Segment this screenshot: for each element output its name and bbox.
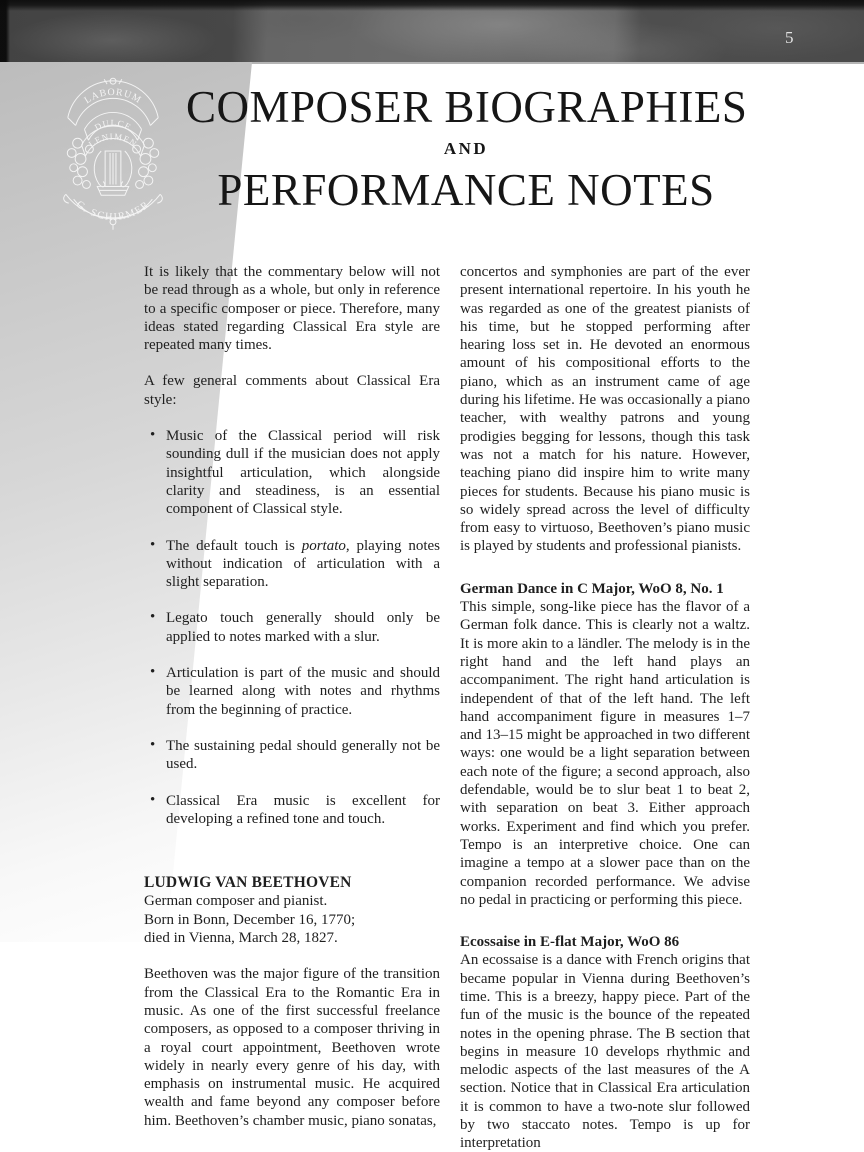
intro-paragraph: It is likely that the commentary below will not be read through as a whole, but only in reference to a specific composer or piece. Therefore, many ideas stated regarding Classical Era style are repeated many times. [144,264,440,354]
svg-text:DULCE [93,118,133,133]
bullet-icon: • [150,536,156,553]
title-line-1: COMPOSER BIOGRAPHIES [186,82,748,132]
logo-lyre [94,151,132,195]
logo-motto-dulce: DULCE [92,117,134,133]
column-right [460,263,750,1152]
logo-motto-lenimen: LENIMEN [86,131,140,150]
body-columns [144,263,750,1152]
list-item [144,427,440,518]
list-item [144,609,440,646]
composer-subtitle: German composer and pianist. [144,893,328,910]
bullet-icon: • [150,736,156,753]
list-item-text: Articulation is part of the music and should be learned along with notes and rhythms from the beginning of practice. [166,665,440,718]
list-item-text: Legato touch generally should only be applied to notes marked with a slur. [166,610,440,645]
list-item [144,537,440,592]
logo-name-text: G. SCHIRMER [73,198,153,224]
composer-death: died in Vienna, March 28, 1827. [144,930,338,947]
svg-text:LENIMEN [87,131,139,149]
piece-section [460,580,750,909]
list-item-text: The sustaining pedal should generally not be used. [166,737,440,773]
list-item-text: Music of the Classical period will risk sounding dull if the musician does not apply insightful articulation, which alongside clarity and steadiness, is an essential component of Classical style. [166,428,440,518]
list-item-italic-term: portato [301,537,346,554]
svg-text:G. SCHIRMER [74,199,152,223]
bullet-icon: • [150,664,156,681]
logo-name-ribbon [64,194,163,229]
header-band [0,0,864,64]
schirmer-publisher-logo-icon [54,74,172,232]
logo-motto-laborum: LABORUM [82,86,144,107]
list-item-text: Classical Era music is excellent for developing a refined tone and touch. [166,792,440,827]
piece-heading: German Dance in C Major, WoO 8, No. 1 [460,580,724,597]
list-item-text: , playing notes without indication of articulation with a slight separation. [166,537,440,591]
bullet-icon: • [150,427,156,444]
piece-section [460,933,750,1152]
bullet-icon: • [150,791,156,808]
title-line-3: PERFORMANCE NOTES [217,165,715,215]
composer-birth: Born in Bonn, December 16, 1770; [144,911,356,928]
column-left [144,263,440,1152]
composer-heading: LUDWIG VAN BEETHOVEN [144,874,352,892]
logo-laurel-right [133,138,159,188]
title-block [186,84,746,213]
svg-text:LABORUM [82,87,143,106]
composer-bio-paragraph: Beethoven was the major figure of the transition from the Classical Era to the Romantic Era in music. As one of the first successful freelance composers, as opposed to a composer thriving in a royal court appointment, Beethoven wrote widely in nearly every genre of his day, with emphasis on instrumental music. He acquired wealth and fame beyond any composer before him. Beethoven’s chamber music, piano sonatas, [144,966,440,1129]
style-lead-paragraph: A few general comments about Classical Era style: [144,373,440,408]
list-item [144,664,440,719]
logo-motto-banner [68,81,158,156]
piece-notes: This simple, song-like piece has the flavor of a German folk dance. This is clearly not a waltz. It is more akin to a ländler. The melody is in the right hand and the left hand plays an accompaniment. The right hand articulation is independent of that of the left hand. The left hand accompaniment figure in measures 1–7 and 13–15 might be approached in two different ways: one would be a light separation between each note of the figure; a second approach, also defendable, would be to slur beat 1 to beat 2, with separation on beat 3. Either approach works. Experiment and find which you prefer. Tempo is an interpretive choice. One can imagine a tempo at a slower pace than on the companion recorded performance. We advise no pedal in practicing or performing this piece. [460,599,750,908]
style-bullet-list [144,427,440,828]
list-item-text: The default touch is [166,537,302,554]
piece-notes: An ecossaise is a dance with French origins that became popular in Vienna during Beethoven’s time. This is a breezy, happy piece. Part of the fun of the music is the bounce of the repeated notes in the opening phrase. The B section that begins in measure 10 develops rhythmic and melodic aspects of the last measures of the A section. Notice that in Classical Era articulation it is common to have a two-note slur followed by two staccato notes. Tempo is up for interpretation [460,952,750,1152]
bullet-icon: • [150,609,156,626]
composer-bio-continued: concertos and symphonies are part of the ever present international repertoire. In his youth he was regarded as one of the greatest pianists of his time, but he stopped performing after hearing loss set in. He devoted an enormous amount of his compositional efforts to the piano, which as an instrument came of age during his lifetime. He was occasionally a piano teacher, with wealthy patrons and young prodigies begging for lessons, though this task was not a match for his nature. However, teaching piano did inspire him to write many pieces for students. Because his piano music is so widely spread across the level of difficulty from easy to virtuoso, Beethoven’s piano music is played by students and professional pianists. [460,264,750,555]
logo-laurel-left [67,138,93,188]
title-line-2: AND [443,139,489,158]
piece-heading: Ecossaise in E-flat Major, WoO 86 [460,934,680,951]
list-item [144,737,440,774]
page-number: 5 [785,28,794,47]
list-item [144,792,440,829]
